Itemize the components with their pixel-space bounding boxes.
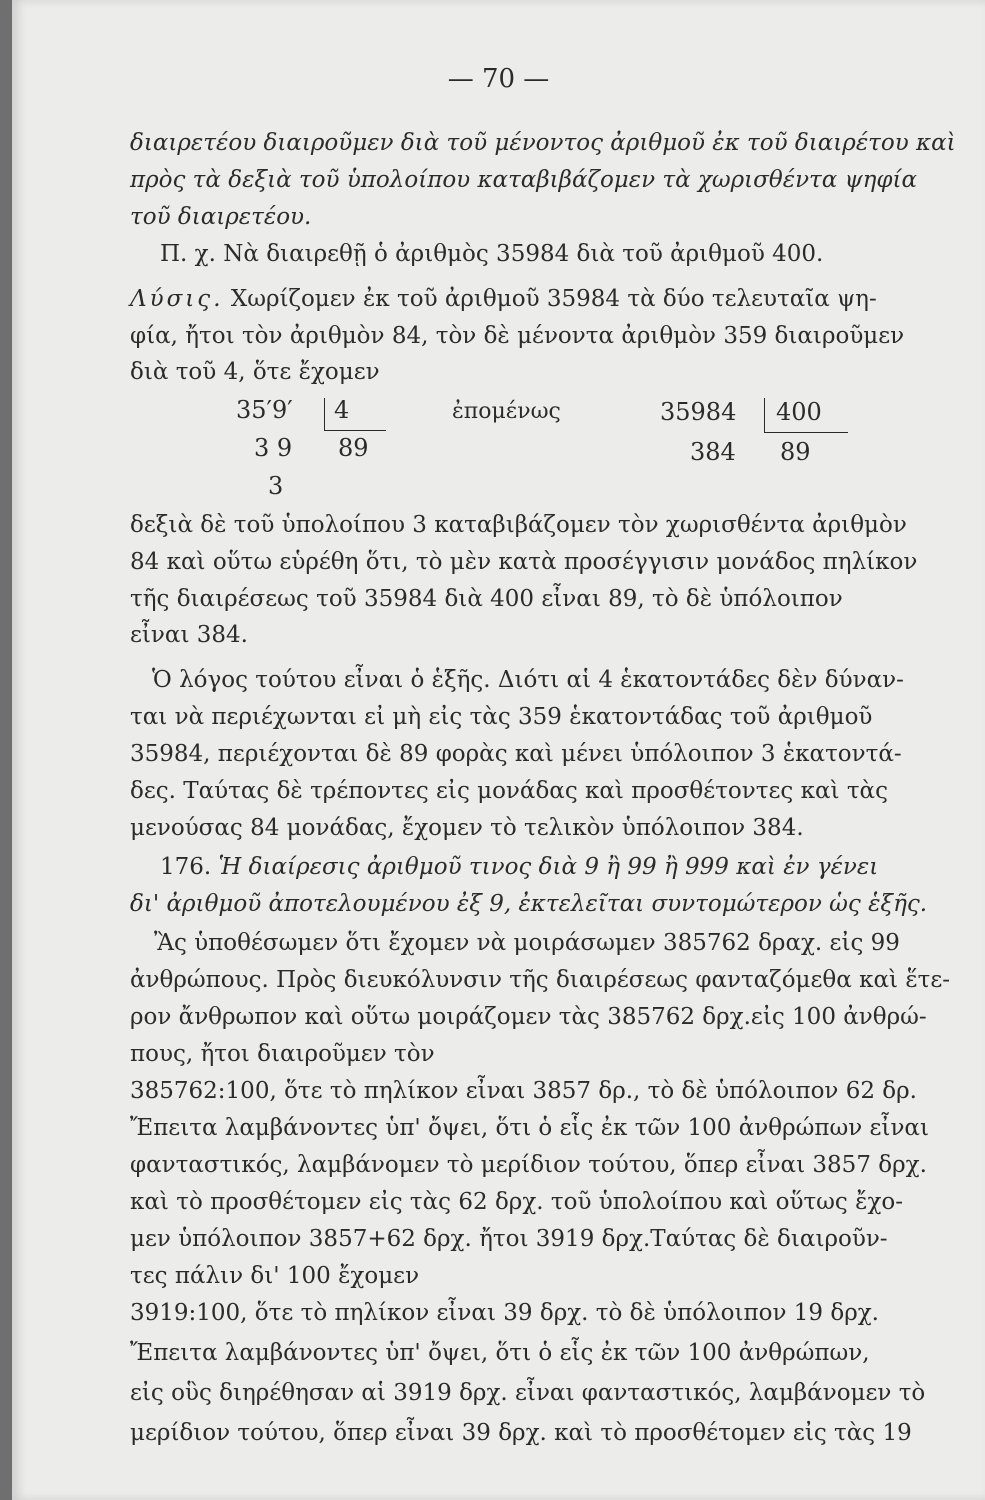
text-line: μενούσας 84 μονάδας, ἔχομεν τὸ τελικὸν ὑπόλοιπον 384. (130, 815, 804, 841)
division-right-vbar (764, 398, 765, 432)
division-left-remainder: 3 (268, 472, 284, 500)
section-title-cont: δι' ἀριθμοῦ ἀποτελουμένου ἐξ 9, ἐκτελεῖται συντομώτερον ὡς ἑξῆς. (130, 891, 928, 917)
text-line: 385762:100, ὅτε τὸ πηλίκον εἶναι 3857 δρ., τὸ δὲ ὑπόλοιπον 62 δρ. (130, 1078, 917, 1104)
solution-line (130, 282, 960, 316)
text-line: εἶναι 384. (130, 622, 248, 648)
text-line: Ἔπειτα λαμβάνοντες ὑπ' ὄψει, ὅτι ὁ εἷς ἐκ τῶν 100 ἀνθρώπων εἶναι (130, 1115, 929, 1141)
text-line: φανταστικός, λαμβάνομεν τὸ μερίδιον τούτου, ὅπερ εἶναι 3857 δρχ. (130, 1152, 927, 1178)
division-left-divisor: 4 (334, 396, 350, 424)
text-line: μερίδιον τούτου, ὅπερ εἶναι 39 δρχ. καὶ τὸ προσθέτομεν εἰς τὰς 19 (130, 1420, 912, 1446)
text-line: πρὸς τὰ δεξιὰ τοῦ ὑπολοίπου καταβιβάζομεν τὰ χωρισθέντα ψηφία (130, 167, 918, 193)
text-line: τῆς διαιρέσεως τοῦ 35984 διὰ 400 εἶναι 89, τὸ δὲ ὑπόλοιπον (130, 586, 843, 612)
page-number: — 70 — (447, 64, 550, 94)
division-left-quotient: 89 (338, 434, 369, 462)
text-line: 3919:100, ὅτε τὸ πηλίκον εἶναι 39 δρχ. τὸ δὲ ὑπόλοιπον 19 δρχ. (130, 1300, 879, 1326)
text-line: διαιρετέου διαιροῦμεν διὰ τοῦ μένοντος ἀριθμοῦ ἐκ τοῦ διαιρέτου καὶ (130, 130, 956, 156)
text-line: 35984, περιέχονται δὲ 89 φορὰς καὶ μένει ὑπόλοιπον 3 ἑκατοντά- (130, 741, 902, 767)
solution-label: Λύσις. (130, 286, 224, 312)
text-line: διὰ τοῦ 4, ὅτε ἔχομεν (130, 359, 380, 385)
division-right-remainder: 384 (690, 438, 736, 466)
division-right-divisor: 400 (776, 398, 822, 426)
division-right-dividend: 35984 (660, 398, 737, 426)
text-line: Π. χ. Νὰ διαιρεθῇ ὁ ἀριθμὸς 35984 διὰ τοῦ ἀριθμοῦ 400. (160, 241, 824, 267)
text-line: τοῦ διαιρετέου. (130, 204, 312, 230)
text-line: φία, ἤτοι τὸν ἀριθμὸν 84, τὸν δὲ μένοντα ἀριθμὸν 359 διαιροῦμεν (130, 323, 905, 349)
text-line: ἀνθρώπους. Πρὸς διευκόλυνσιν τῆς διαιρέσεως φανταζόμεθα καὶ ἕτε- (130, 967, 951, 993)
text-line: δεξιὰ δὲ τοῦ ὑπολοίπου 3 καταβιβάζομεν τὸν χωρισθέντα ἀριθμὸν (130, 512, 907, 538)
division-left-row2: 3 9 (254, 434, 293, 462)
therefore-word: ἐπομένως (452, 399, 561, 424)
text-line: καὶ τὸ προσθέτομεν εἰς τὰς 62 δρχ. τοῦ ὑπολοίπου καὶ οὕτως ἔχο- (130, 1189, 904, 1215)
text-line: τες πάλιν δι' 100 ἔχομεν (130, 1263, 420, 1289)
division-right-quotient: 89 (780, 438, 811, 466)
book-page (12, 0, 985, 1500)
text-segment: Χωρίζομεν ἐκ τοῦ ἀριθμοῦ 35984 τὰ δύο τελευταῖα ψη- (230, 286, 877, 312)
section-title: Ἡ διαίρεσις ἀριθμοῦ τινος διὰ 9 ἢ 99 ἢ 999 καὶ ἐν γένει (218, 854, 879, 880)
text-line: μεν ὑπόλοιπον 3857+62 δρχ. ἤτοι 3919 δρχ.Ταύτας δὲ διαιροῦν- (130, 1226, 888, 1252)
text-line: δες. Ταύτας δὲ τρέποντες εἰς μονάδας καὶ προσθέτοντες καὶ τὰς (130, 778, 888, 804)
text-line: ται νὰ περιέχωνται εἰ μὴ εἰς τὰς 359 ἑκατοντάδας τοῦ ἀριθμοῦ (130, 704, 873, 730)
text-line: ρον ἄνθρωπον καὶ οὕτω μοιράζομεν τὰς 385762 δρχ.εἰς 100 ἀνθρώ- (130, 1004, 927, 1030)
division-left-row1: 35′9′ (236, 396, 293, 424)
text-line: 84 καὶ οὕτω εὑρέθη ὅτι, τὸ μὲν κατὰ προσέγγισιν μονάδος πηλίκον (130, 549, 918, 575)
text-line: Ὁ λόγος τούτου εἶναι ὁ ἑξῆς. Διότι αἱ 4 ἑκατοντάδες δὲν δύναν- (152, 667, 904, 693)
text-line: εἰς οὓς διηρέθησαν αἱ 3919 δρχ. εἶναι φανταστικός, λαμβάνομεν τὸ (130, 1380, 926, 1406)
text-line: Ἔπειτα λαμβάνοντες ὑπ' ὄψει, ὅτι ὁ εἷς ἐκ τῶν 100 ἀνθρώπων, (130, 1340, 870, 1366)
section-number: 176. (160, 854, 212, 880)
text-line: πους, ἤτοι διαιροῦμεν τὸν (130, 1041, 435, 1067)
division-left-vbar (324, 398, 325, 430)
section-heading-line (160, 850, 985, 884)
text-line: Ἂς ὑποθέσωμεν ὅτι ἔχομεν νὰ μοιράσωμεν 385762 δραχ. εἰς 99 (154, 930, 900, 956)
